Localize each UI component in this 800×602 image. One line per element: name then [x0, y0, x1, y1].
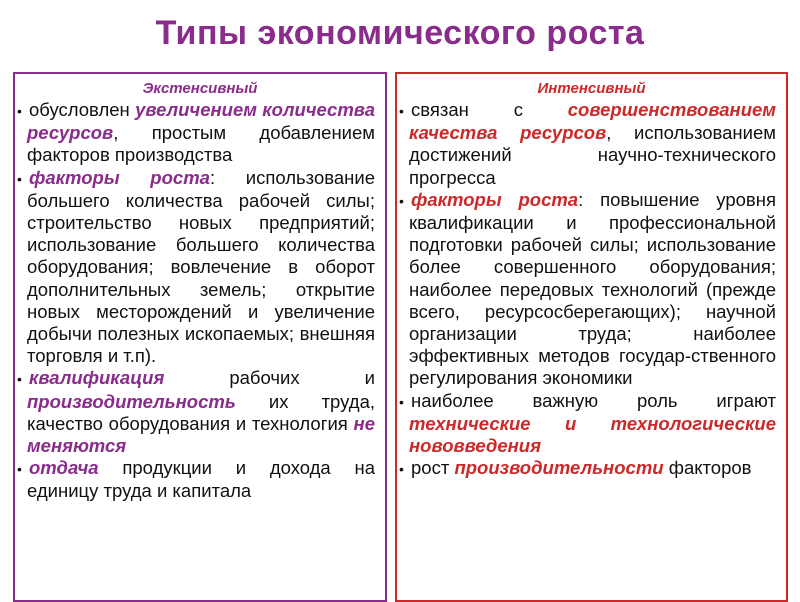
- item-text: их труда, качество оборудования и технология: [27, 390, 375, 434]
- list-item: [399, 457, 776, 480]
- list-item: [399, 188, 776, 390]
- item-text: связан с: [411, 99, 568, 120]
- item-text: обусловлен: [29, 99, 136, 120]
- item-text: наиболее важную роль играют: [411, 389, 776, 411]
- emphasis-text: отдача: [29, 457, 99, 479]
- intensive-panel: [395, 72, 788, 602]
- item-text: : повышение уровня квалификации и профессиональной подготовки рабочей силы; использование более совершенного оборудования; наиболее передовых технологий (прежде всего, ресурсосберегающих); научной организации труда; наиболее эффективных методов государ-ственного регулирования экономики: [409, 188, 776, 389]
- list-item: [17, 367, 375, 457]
- bullet-icon: •: [17, 461, 22, 478]
- emphasis-text: увеличением количества ресурсов: [27, 99, 376, 144]
- extensive-body: [15, 99, 385, 503]
- bullet-icon: •: [17, 103, 22, 119]
- bullet-icon: •: [17, 170, 22, 187]
- emphasis-text: факторы роста: [29, 166, 210, 188]
- emphasis-text: факторы роста: [411, 188, 579, 210]
- item-text: продукции и дохода на единицу труда и капитала: [27, 457, 375, 502]
- item-text: рабочих и: [164, 367, 375, 389]
- item-text: факторов: [663, 457, 752, 479]
- list-item: [17, 457, 375, 502]
- extensive-heading: Экстенсивный: [142, 80, 258, 97]
- list-item: [17, 166, 375, 368]
- emphasis-text: производительности: [454, 457, 664, 479]
- list-item: [399, 99, 776, 189]
- emphasis-text: производительность: [27, 390, 236, 412]
- bullet-icon: •: [399, 393, 404, 410]
- item-text: , использованием достижений научно-технического прогресса: [409, 122, 776, 188]
- intensive-heading: Интенсивный: [537, 80, 646, 97]
- list-item: [17, 99, 376, 167]
- intensive-body: [397, 99, 786, 480]
- bullet-icon: •: [399, 103, 404, 119]
- bullet-icon: •: [399, 192, 404, 209]
- item-text: , простым добавлением факторов производства: [27, 122, 375, 166]
- list-item: [399, 389, 776, 458]
- item-text: рост: [411, 457, 455, 479]
- emphasis-text: квалификация: [29, 367, 165, 389]
- page-title: Типы экономического роста: [155, 14, 645, 52]
- item-text: : использование большего количества рабочей силы; строительство новых предприятий; использование большего количества оборудования; вовлечение в оборот дополнительных земель; открытие новых месторождений и увеличение добычи полезных ископаемых; внешняя торговля и т.п).: [27, 166, 375, 367]
- emphasis-text: технические и технологические нововведения: [409, 412, 776, 457]
- bullet-icon: •: [17, 371, 22, 388]
- emphasis-text: совершенствованием качества ресурсов: [409, 99, 776, 144]
- bullet-icon: •: [399, 461, 404, 478]
- extensive-panel: [13, 72, 387, 602]
- emphasis-text: не меняются: [27, 412, 375, 457]
